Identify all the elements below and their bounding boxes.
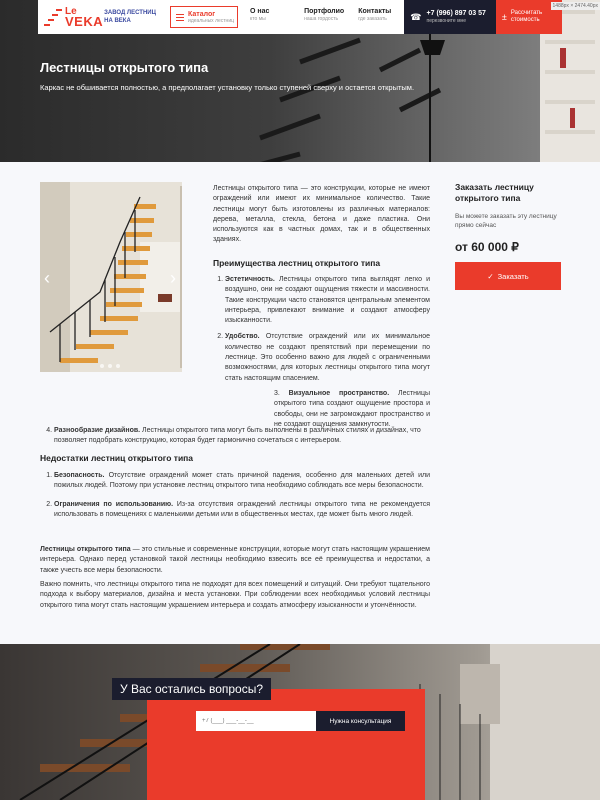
summary-paragraph: Лестницы открытого типа — это стильные и современные конструкции, которые могут стать настоящим украшением интерьера. Однако перед установкой такой лестницы необходимо взвесить все её преимущества и недостатки, а также учесть все меры безопасности.: [40, 546, 430, 574]
logo-veka: VEKA: [65, 14, 104, 29]
order-panel: [455, 182, 561, 290]
phone-input[interactable]: [196, 711, 316, 731]
list-item: 3. Визуальное пространство. Лестницы открытого типа создают ощущение простора и свободы, они не загромождают пространство и не создают ощущения замкнутости.: [274, 390, 430, 428]
cta-red-box: [147, 689, 425, 800]
cta-title: У Вас остались вопросы?: [112, 678, 271, 700]
stairs-logo-icon: [44, 6, 62, 28]
article-section: [0, 162, 600, 644]
list-item: 4. Разнообразие дизайнов. Лестницы открытого типа могут быть выполнены в различных стилях и дизайнах, что позволяет подобрать конструкцию, которая будет гармонично сочетаться с интерьером.: [54, 426, 430, 447]
consultation-form: [196, 711, 405, 731]
phone-number: +7 (996) 897 03 57: [426, 10, 486, 17]
site-header: [38, 0, 562, 34]
stairs-photo: [40, 182, 182, 372]
advantages-list-continued: [40, 426, 430, 447]
order-subtitle: Вы можете заказать эту лестницу прямо сейчас: [455, 213, 557, 229]
consultation-button[interactable]: Нужна консультация: [316, 711, 405, 731]
slider-dots: [100, 364, 120, 368]
menu-icon: [176, 12, 184, 23]
order-button[interactable]: ✓ Заказать: [455, 262, 561, 290]
size-badge: 1488px × 2474.40px: [552, 3, 598, 9]
check-icon: ✓: [487, 271, 494, 281]
photo-slider[interactable]: [40, 182, 182, 372]
page-title: Лестницы открытого типа: [40, 60, 209, 75]
catalog-label: Каталог: [188, 10, 216, 18]
page-subtitle: Каркас не обшивается полностью, а предполагает установку только ступеней сверху и остается открытым.: [40, 83, 415, 92]
calculate-label: Рассчитать стоимость: [510, 10, 543, 23]
list-item: 2. Удобство. Отсутствие ограждений или их минимальное количество не создают препятствий при перемещении по лестнице. Это особенно важно для людей с ограниченными возможностями, для которых лестницы открытого типа могут стать настоящим спасением.: [225, 332, 430, 383]
advantages-heading: Преимущества лестниц открытого типа: [213, 258, 381, 268]
advantages-list: [213, 275, 430, 390]
nav-about[interactable]: О нас кто мы: [250, 8, 270, 22]
intro-paragraph: Лестницы открытого типа — это конструкции, которые не имеют ограждений или имеют их минимальное количество. Такие лестницы могут быть изготовлены из различных материалов: дерева, металла, стекла, бетона и даже пластика. Они используются как в частных домах, так и в общественных зданиях.: [213, 185, 430, 244]
catalog-button[interactable]: [170, 6, 238, 28]
list-item: 1. Безопасность. Отсутствие ограждений может стать причиной падения, особенно для маленьких детей или пожилых людей. Поэтому при установке лестниц открытого типа необходимо соблюдать все меры безопасности.: [54, 471, 430, 492]
disadvantages-list: [40, 471, 430, 528]
logo-le: Le: [65, 6, 77, 17]
phone-icon: ☎: [410, 11, 422, 22]
conclusion-paragraph: Важно помнить, что лестницы открытого типа не подходят для всех помещений и ситуаций. Они требуют тщательного подхода к выбору материалов, дизайна и места установки. При соблюдении всех необходимых условий лестницы открытого типа могут стать настоящим украшением интерьера и создать атмосферу изысканности и утончённости.: [40, 581, 430, 609]
nav-portfolio[interactable]: Портфолио наша гордость: [304, 8, 345, 22]
callback-link: перезвоните мне: [426, 18, 467, 24]
plus-minus-icon: ±: [501, 11, 507, 22]
list-item: 2. Ограничения по использованию. Из-за отсутствия ограждений лестницы открытого типа не рекомендуется использовать в помещениях с маленькими детьми или в общественных местах, где может быть много людей.: [54, 500, 430, 521]
nav-contacts[interactable]: Контакты где заказать: [358, 8, 392, 22]
phone-block[interactable]: [404, 0, 496, 34]
catalog-sub: идеальных лестниц: [188, 17, 234, 24]
list-item: 1. Эстетичность. Лестницы открытого типа выглядят легко и воздушно, они не создают ощущения тяжести и массивности. Такие конструкции часто становятся центральным элементом интерьера, привлекают внимание и создают атмосферу изысканности.: [225, 275, 430, 326]
disadvantages-heading: Недостатки лестниц открытого типа: [40, 453, 194, 463]
slider-prev-icon[interactable]: ‹: [44, 268, 50, 288]
order-title: Заказать лестницу открытого типа: [455, 182, 534, 203]
logo[interactable]: [38, 0, 104, 34]
price: от 60 000 ₽: [455, 240, 519, 254]
questions-section: [0, 644, 600, 800]
slider-next-icon[interactable]: ›: [170, 268, 176, 288]
tagline: ЗАВОД ЛЕСТНИЦ НА ВЕКА: [104, 10, 157, 24]
